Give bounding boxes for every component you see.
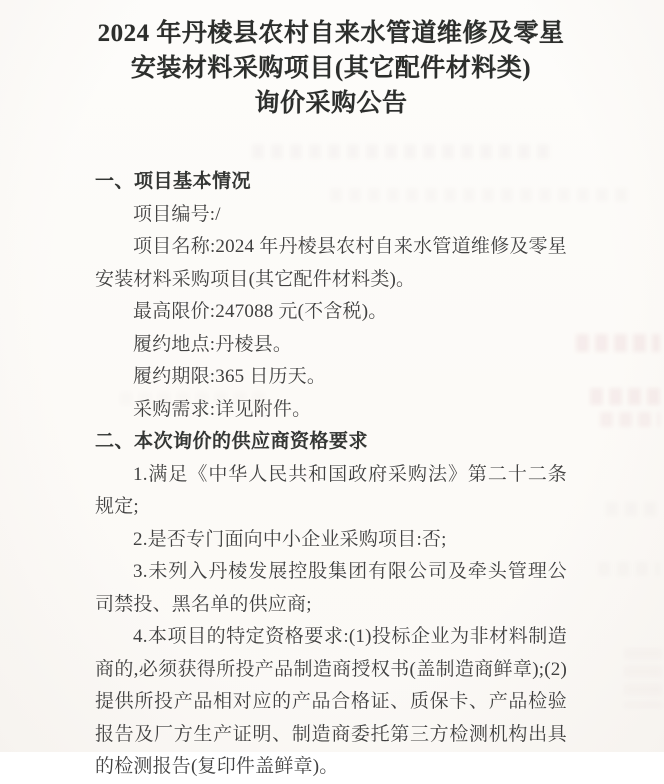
para-project-name: 项目名称:2024 年丹棱县农村自来水管道维修及零星安装材料采购项目(其它配件材料类)。 <box>95 236 567 290</box>
bleedthrough-smudge <box>590 388 660 405</box>
para-max-price: 最高限价:247088 元(不含税)。 <box>133 301 388 322</box>
para-project-number: 项目编号:/ <box>133 203 221 225</box>
para-qualification-1: 1.满足《中华人民共和国政府采购法》第二十二条规定; <box>95 463 567 517</box>
title-line-1: 2024 年丹棱县农村自来水管道维修及零星 <box>97 20 565 47</box>
para-qualification-4: 4.本项目的特定资格要求:(1)投标企业为非材料制造商的,必须获得所投产品制造商授权书(盖制造商鲜章);(2)提供所投产品相对应的产品合格证、质保卡、产品检验报告及厂方生产证明、制造商委托第三方检测机构出具的检测报告(复印件盖鲜章)。 <box>95 626 567 777</box>
bleedthrough-smudge <box>606 502 662 516</box>
bleedthrough-smudge <box>598 562 660 576</box>
section-heading-supplier-qualifications: 二、本次询价的供应商资格要求 <box>95 431 369 452</box>
title-line-2: 安装材料采购项目(其它配件材料类) <box>130 55 532 82</box>
para-procurement-demand: 采购需求:详见附件。 <box>133 398 312 420</box>
bleedthrough-smudge <box>576 334 660 352</box>
bleedthrough-smudge <box>624 648 662 708</box>
section-heading-basic-info: 一、项目基本情况 <box>95 171 252 192</box>
para-qualification-2: 2.是否专门面向中小企业采购项目:否; <box>133 528 447 550</box>
para-performance-period: 履约期限:365 日历天。 <box>133 366 327 387</box>
title-line-3: 询价采购公告 <box>254 90 408 117</box>
para-qualification-3: 3.未列入丹棱发展控股集团有限公司及牵头管理公司禁投、黑名单的供应商; <box>95 561 567 615</box>
para-performance-place: 履约地点:丹棱县。 <box>133 333 293 355</box>
document-body <box>95 166 567 784</box>
bleedthrough-smudge <box>600 412 660 427</box>
bleedthrough-smudge <box>252 144 552 159</box>
document-title <box>95 16 567 121</box>
